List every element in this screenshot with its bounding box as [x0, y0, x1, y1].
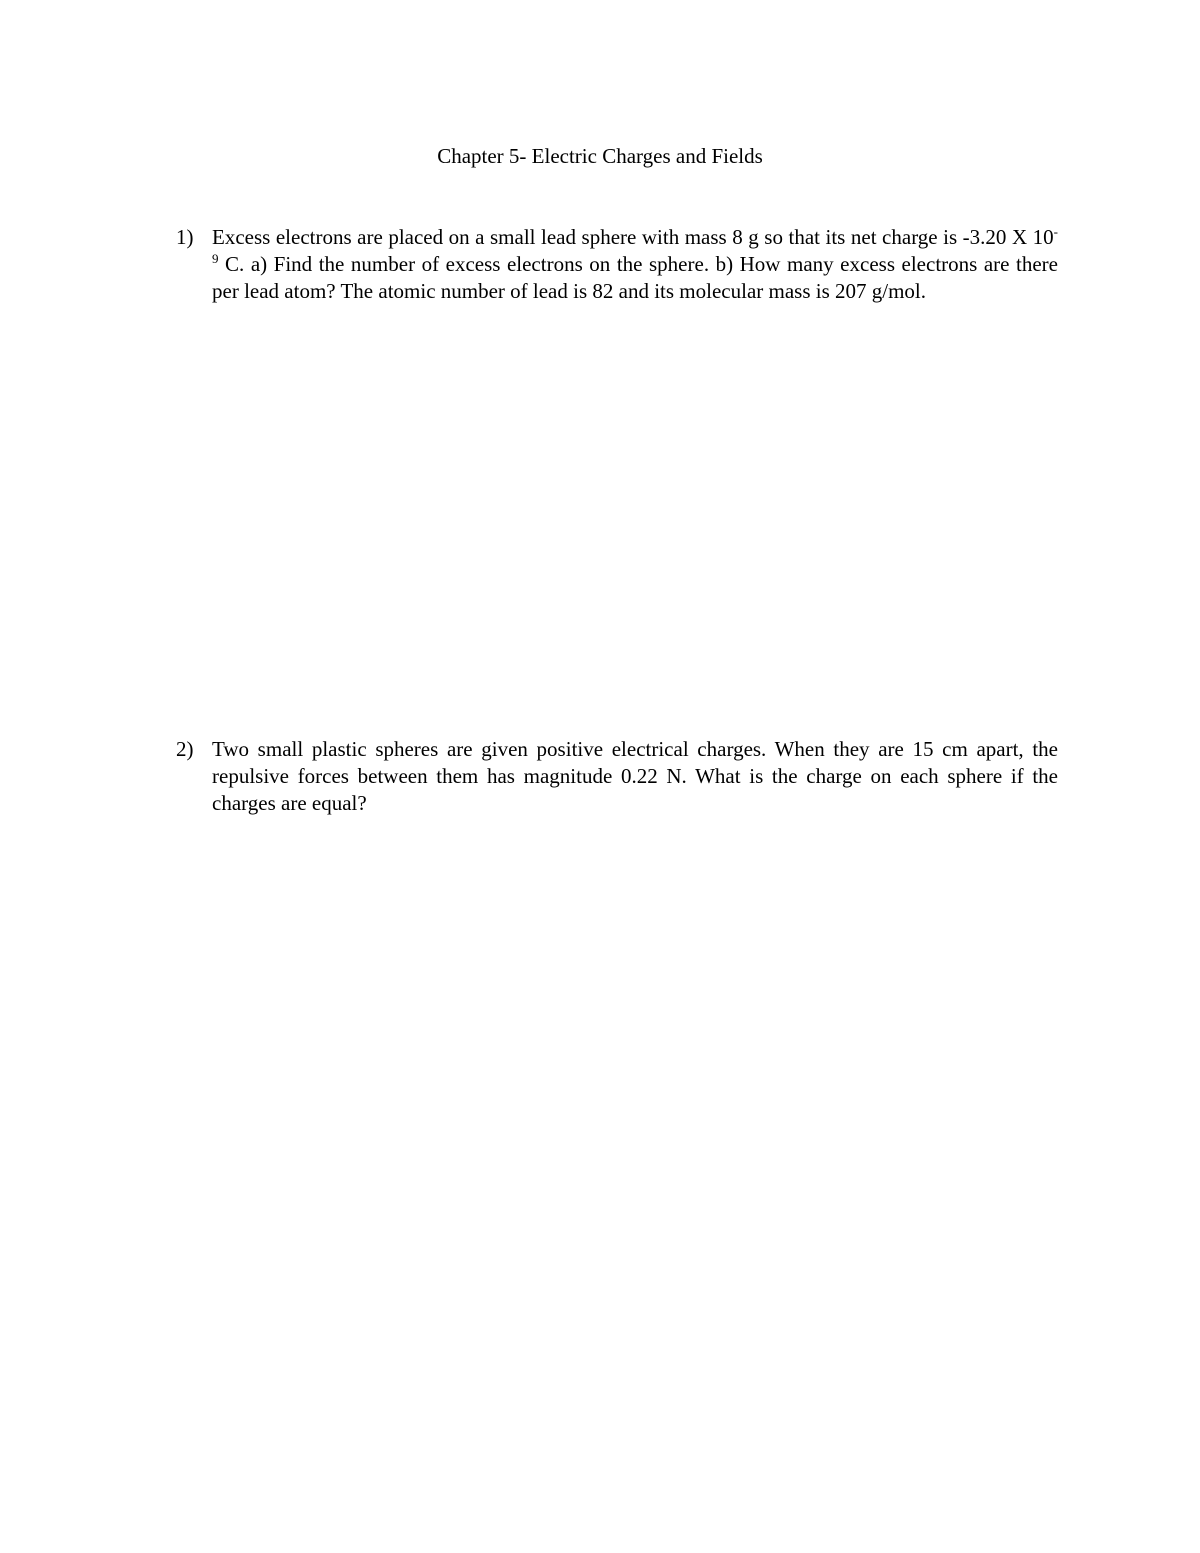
question-1	[176, 224, 1058, 305]
question-text	[212, 224, 1058, 305]
question-text-part: Excess electrons are placed on a small lead sphere with mass 8 g so that its net charge is -3.20 X 10	[212, 225, 1054, 249]
question-2	[176, 736, 1058, 817]
page-title: Chapter 5- Electric Charges and Fields	[437, 144, 763, 168]
question-text-part: C. a) Find the number of excess electrons on the sphere. b) How many excess electrons are there per lead atom? The atomic number of lead is 82 and its molecular mass is 207 g/mol.	[212, 252, 1058, 303]
exponent: -9	[212, 224, 1058, 266]
question-number: 2)	[176, 737, 194, 761]
question-number: 1)	[176, 225, 194, 249]
question-text: Two small plastic spheres are given positive electrical charges. When they are 15 cm apart, the repulsive forces between them has magnitude 0.22 N. What is the charge on each sphere if the charges are equal?	[212, 737, 1058, 815]
